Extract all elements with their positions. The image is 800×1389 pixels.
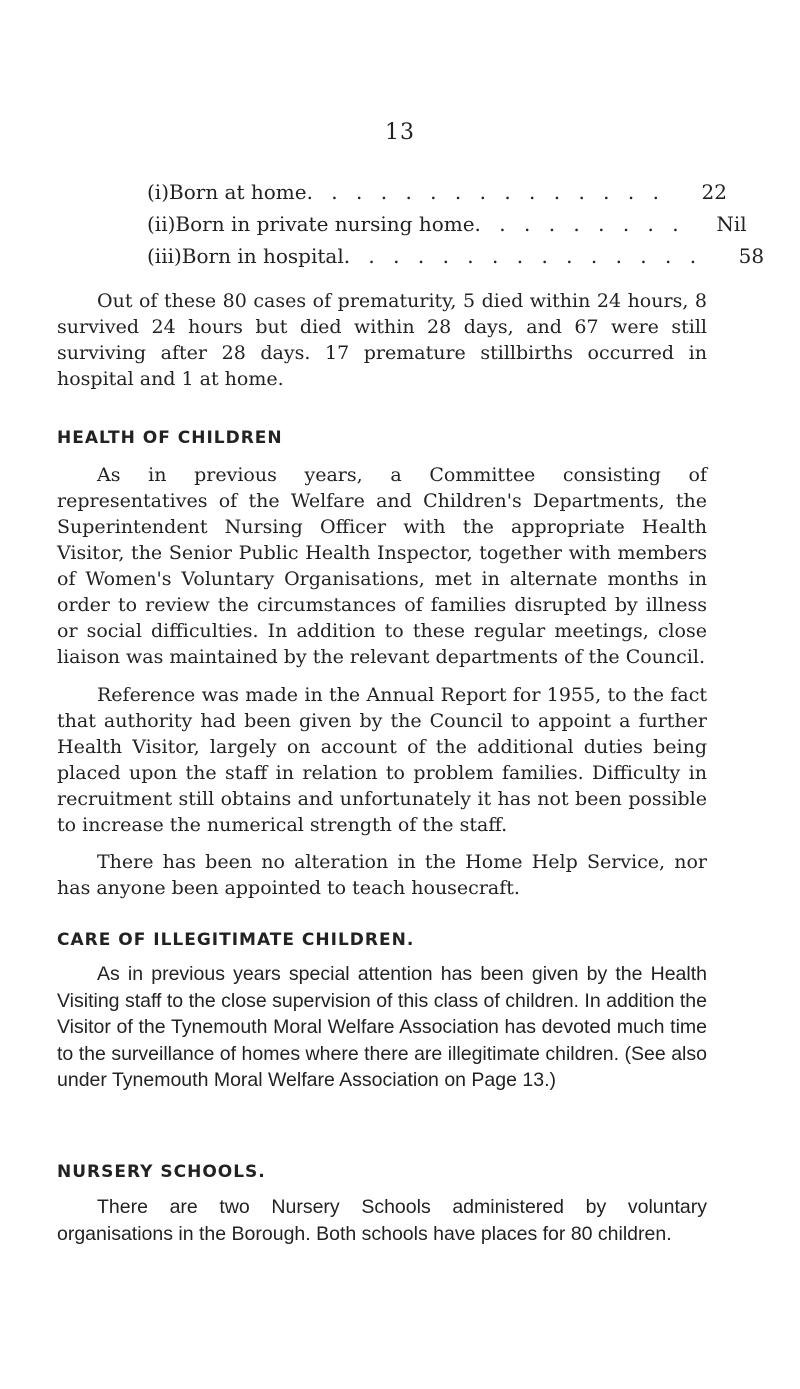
list-item-value: Nil xyxy=(716,212,747,236)
list-item-number: (i) xyxy=(147,180,170,204)
list-item-value: 58 xyxy=(738,244,765,268)
nursery-schools-heading: NURSERY SCHOOLS. xyxy=(57,1162,266,1182)
list-item-label: Born at home xyxy=(169,180,307,204)
birth-location-list xyxy=(147,180,765,276)
illegitimate-children-paragraph: As in previous years special attention has been given by the Health Visiting staff to the close supervision of this class of children. In addition the Visitor of the Tynemouth Moral Welfare Association has devoted much time to the surveillance of homes where there are illegitimate children. (See also under Tynemouth Moral Welfare Association on Page 13.) xyxy=(57,963,707,1091)
prematurity-paragraph: Out of these 80 cases of prematurity, 5 died within 24 hours, 8 survived 24 hours but died within 28 days, and 67 were still surviving after 28 days. 17 premature stillbirths occurred in hospital and 1 at home. xyxy=(57,290,707,390)
list-item-leader-dots: . . . . . . . . . . . . . . . xyxy=(306,180,665,204)
list-item xyxy=(147,212,747,244)
health-of-children-paragraph-2: Reference was made in the Annual Report for 1955, to the fact that authority had been given by the Council to appoint a further Health Visitor, largely on account of the additional duties being placed upon the staff in relation to problem families. Difficulty in recruitment still obtains and unfortunately it has not been possible to increase the numerical strength of the staff. xyxy=(57,684,707,836)
list-item-value: 22 xyxy=(701,180,727,204)
list-item-label: Born in private nursing home xyxy=(175,212,475,236)
page-number: 13 xyxy=(385,120,415,145)
list-item xyxy=(147,244,765,276)
health-of-children-heading: HEALTH OF CHILDREN xyxy=(57,428,283,448)
list-item xyxy=(147,180,727,212)
nursery-schools-paragraph: There are two Nursery Schools administered by voluntary organisations in the Borough. Both schools have places for 80 children. xyxy=(57,1196,707,1245)
list-item-label: Born in hospital xyxy=(181,244,344,268)
illegitimate-children-heading: CARE OF ILLEGITIMATE CHILDREN. xyxy=(57,930,415,950)
list-item-number: (ii) xyxy=(147,212,176,236)
list-item-number: (iii) xyxy=(147,244,182,268)
health-of-children-paragraph-1: As in previous years, a Committee consisting of representatives of the Welfare and Children's Departments, the Superintendent Nursing Officer with the appropriate Health Visitor, the Senior Public Health Inspector, together with members of Women's Voluntary Organisations, met in alternate months in order to review the circumstances of families disrupted by illness or social difficulties. In addition to these regular meetings, close liaison was maintained by the relevant departments of the Council. xyxy=(57,464,707,668)
health-of-children-paragraph-3: There has been no alteration in the Home Help Service, nor has anyone been appointed to teach housecraft. xyxy=(57,851,707,899)
list-item-leader-dots: . . . . . . . . . . . . . . . xyxy=(343,244,703,268)
list-item-leader-dots: . . . . . . . . . xyxy=(474,212,685,236)
